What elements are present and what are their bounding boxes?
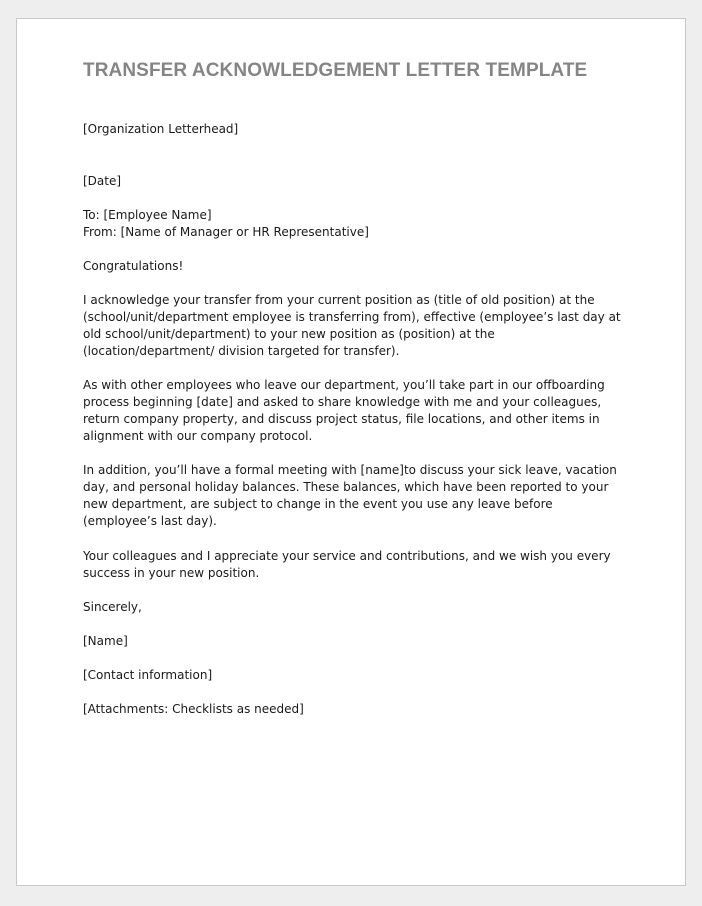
paragraph-appreciation <box>83 548 611 582</box>
paragraph-line: (location/department/ division targeted for transfer). <box>83 344 400 358</box>
sender-line: From: [Name of Manager or HR Representative] <box>83 225 369 239</box>
paragraph-line: I acknowledge your transfer from your current position as (title of old position) at the <box>83 293 595 307</box>
date-placeholder: [Date] <box>83 174 122 188</box>
paragraph-transfer <box>83 292 621 360</box>
paragraph-line: success in your new position. <box>83 566 260 580</box>
letterhead-placeholder: [Organization Letterhead] <box>83 122 239 136</box>
paragraph-line: (employee’s last day). <box>83 514 217 528</box>
name-placeholder: [Name] <box>83 634 128 648</box>
paragraph-line: old school/unit/department) to your new position as (position) at the <box>83 327 495 341</box>
paragraph-line: day, and personal holiday balances. These balances, which have been reported to your <box>83 480 609 494</box>
paragraph-line: In addition, you’ll have a formal meeting with [name]to discuss your sick leave, vacation <box>83 463 617 477</box>
paragraph-line: new department, are subject to change in the event you use any leave before <box>83 497 553 511</box>
paragraph-leave-balances <box>83 462 617 530</box>
paragraph-line: (school/unit/department employee is transferring from), effective (employee’s last day at <box>83 310 621 324</box>
greeting: Congratulations! <box>83 259 184 273</box>
paragraph-offboarding <box>83 377 605 445</box>
paragraph-line: Your colleagues and I appreciate your service and contributions, and we wish you every <box>83 549 611 563</box>
paragraph-line: return company property, and discuss project status, file locations, and other items in <box>83 412 600 426</box>
contact-placeholder: [Contact information] <box>83 668 213 682</box>
closing: Sincerely, <box>83 600 142 614</box>
attachments-placeholder: [Attachments: Checklists as needed] <box>83 702 304 716</box>
document-title: TRANSFER ACKNOWLEDGEMENT LETTER TEMPLATE <box>83 60 588 81</box>
document-page <box>16 18 686 886</box>
recipient-line: To: [Employee Name] <box>83 208 212 222</box>
paragraph-line: alignment with our company protocol. <box>83 429 313 443</box>
paragraph-line: process beginning [date] and asked to share knowledge with me and your colleagues, <box>83 395 602 409</box>
paragraph-line: As with other employees who leave our department, you’ll take part in our offboarding <box>83 378 605 392</box>
